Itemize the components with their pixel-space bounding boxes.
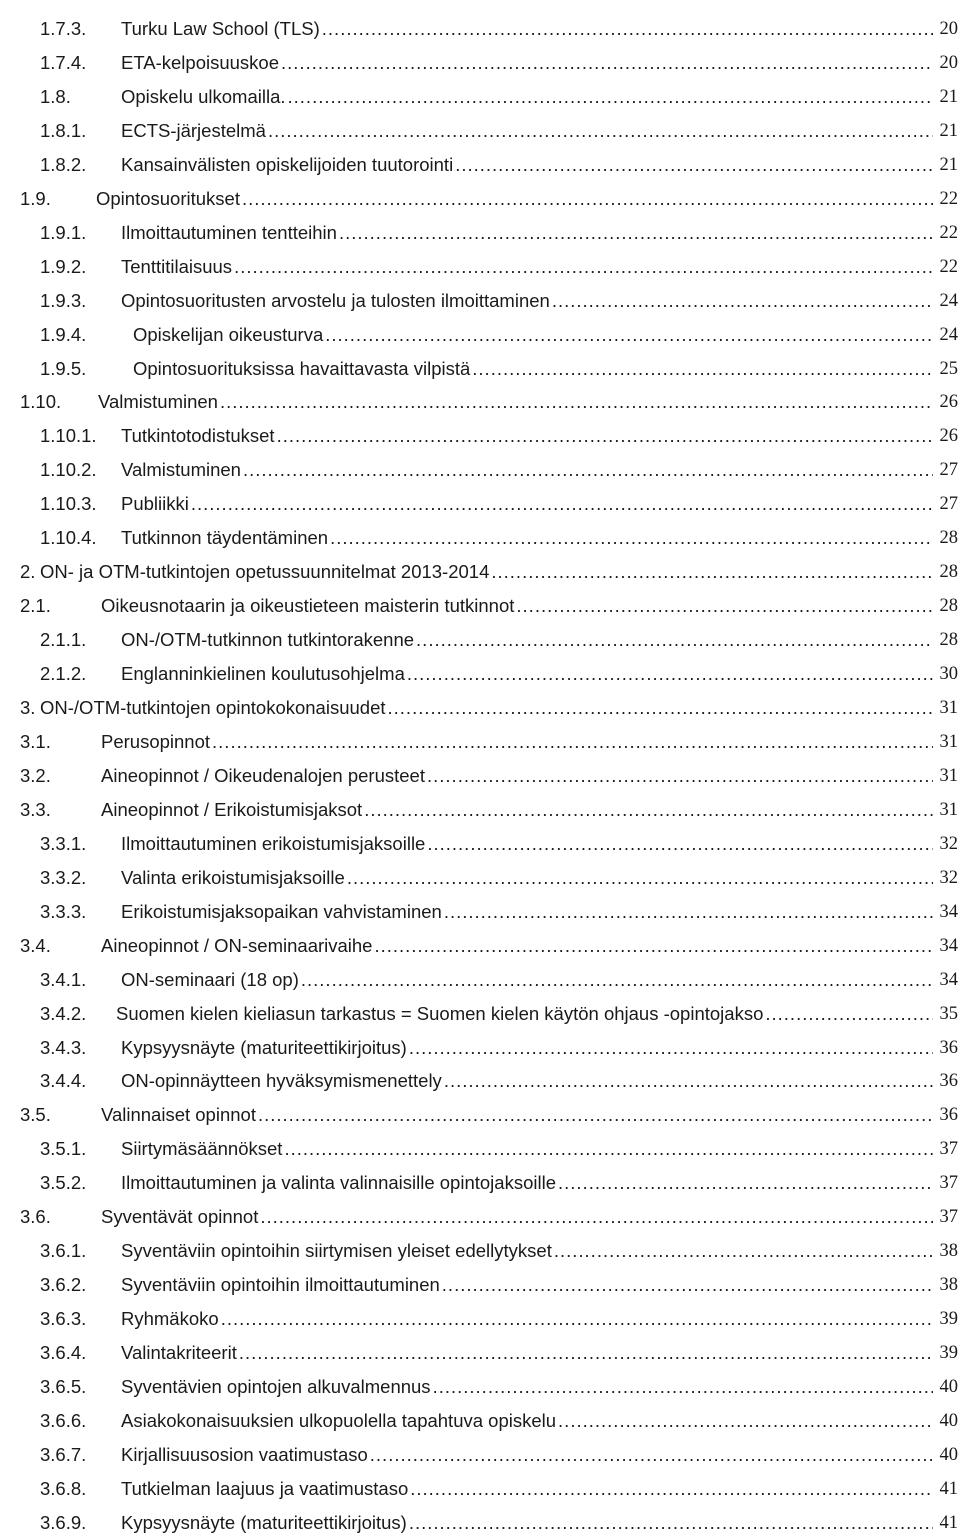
toc-entry-title: Tutkintotodistukset	[121, 425, 275, 447]
toc-entry-number: 3.1.	[20, 730, 51, 752]
toc-entry-page-number: 31	[939, 765, 958, 786]
toc-entry[interactable]	[0, 1064, 960, 1098]
toc-entry-number: 1.10.4.	[40, 527, 97, 549]
dot-leader	[552, 284, 933, 318]
toc-entry[interactable]	[0, 1472, 960, 1506]
toc-entry[interactable]	[0, 589, 960, 623]
toc-entry[interactable]	[0, 1404, 960, 1438]
toc-entry-title: ON- ja OTM-tutkintojen opetussuunnitelmat 2013-2014	[40, 561, 490, 583]
toc-entry[interactable]	[0, 1132, 960, 1166]
toc-entry[interactable]	[0, 80, 960, 114]
toc-entry-title: Tenttitilaisuus	[121, 255, 233, 277]
dot-leader	[558, 1404, 933, 1438]
toc-entry-number: 1.9.4.	[40, 323, 87, 345]
toc-entry-number: 3.6.5.	[40, 1376, 87, 1397]
toc-entry-number: 2.	[20, 561, 36, 583]
toc-entry-page-number: 39	[939, 1343, 958, 1364]
toc-entry-number: 1.9.5.	[40, 357, 87, 379]
toc-entry-number: 3.3.2.	[40, 866, 87, 888]
toc-entry-number: 2.1.	[20, 595, 51, 617]
toc-entry-title: Aineopinnot / ON-seminaarivaihe	[101, 934, 373, 956]
toc-entry-page-number: 30	[939, 664, 958, 685]
toc-entry-page-number: 32	[939, 867, 958, 888]
toc-entry-number: 3.6.6.	[40, 1409, 87, 1431]
toc-entry-number: 3.5.1.	[40, 1138, 87, 1160]
toc-entry[interactable]	[0, 997, 960, 1031]
toc-entry[interactable]	[0, 895, 960, 929]
dot-leader	[409, 1031, 933, 1065]
dot-leader	[427, 827, 933, 861]
toc-entry[interactable]	[0, 182, 960, 216]
toc-entry-number: 1.10.3.	[40, 493, 97, 515]
dot-leader	[388, 691, 933, 725]
toc-entry-page-number: 26	[939, 426, 958, 447]
dot-leader	[416, 623, 933, 657]
toc-entry-title: Asiakokonaisuuksien ulkopuolella tapahtuva opiskelu	[121, 1409, 557, 1431]
dot-leader	[516, 589, 933, 623]
toc-entry[interactable]	[0, 318, 960, 352]
toc-entry-number: 3.6.1.	[40, 1240, 87, 1262]
dot-leader	[239, 1336, 933, 1370]
dot-leader	[339, 216, 933, 250]
toc-entry-page-number: 40	[939, 1377, 958, 1397]
toc-entry-number: 1.10.2.	[40, 459, 97, 481]
toc-entry-title: Ilmoittautuminen tentteihin	[121, 221, 337, 243]
toc-entry-title: Valintakriteerit	[121, 1342, 237, 1364]
toc-entry-number: 3.4.4.	[40, 1070, 87, 1092]
toc-entry[interactable]	[0, 216, 960, 250]
toc-entry-title: Englanninkielinen koulutusohjelma	[121, 663, 405, 685]
toc-entry-number: 1.9.	[20, 187, 51, 209]
dot-leader	[268, 114, 933, 148]
toc-entry-page-number: 36	[939, 1105, 958, 1126]
dot-leader	[370, 1438, 933, 1472]
dot-leader	[409, 1506, 933, 1540]
toc-entry[interactable]	[0, 521, 960, 555]
toc-entry-number: 3.6.4.	[40, 1342, 87, 1364]
toc-entry-page-number: 21	[939, 154, 958, 175]
dot-leader	[191, 487, 933, 521]
toc-entry-page-number: 24	[939, 290, 958, 311]
toc-entry-page-number: 28	[939, 630, 958, 651]
toc-entry-title: ON-opinnäytteen hyväksymismenettely	[121, 1070, 442, 1092]
toc-entry[interactable]	[0, 114, 960, 148]
dot-leader	[260, 1200, 933, 1234]
dot-leader	[330, 521, 933, 555]
toc-entry-page-number: 31	[939, 731, 958, 752]
toc-entry-number: 3.5.2.	[40, 1172, 87, 1194]
dot-leader	[407, 657, 933, 691]
toc-entry-number: 3.2.	[20, 764, 51, 786]
toc-entry-page-number: 34	[939, 969, 958, 990]
dot-leader	[374, 929, 933, 963]
toc-entry[interactable]	[0, 1234, 960, 1268]
toc-entry-page-number: 22	[939, 256, 958, 277]
toc-entry-title: Opiskelijan oikeusturva	[133, 323, 324, 345]
toc-entry-title: Ryhmäkoko	[121, 1308, 219, 1330]
toc-entry-number: 1.8.2.	[40, 153, 87, 175]
toc-entry[interactable]	[0, 1200, 960, 1234]
toc-entry-title: ECTS-järjestelmä	[121, 119, 266, 141]
dot-leader	[347, 861, 933, 895]
dot-leader	[433, 1370, 933, 1404]
toc-entry-number: 1.9.3.	[40, 289, 87, 311]
toc-entry[interactable]	[0, 453, 960, 487]
toc-entry-number: 3.4.3.	[40, 1036, 87, 1058]
toc-entry-number: 3.3.	[20, 798, 51, 820]
toc-entry-title: Perusopinnot	[101, 730, 211, 752]
toc-entry-title: Ilmoittautuminen erikoistumisjaksoille	[121, 832, 426, 854]
toc-entry-title: Suomen kielen kieliasun tarkastus = Suomen kielen käytön ohjaus -opintojakso	[116, 1002, 764, 1024]
dot-leader	[325, 318, 933, 352]
toc-entry[interactable]	[0, 1336, 960, 1370]
toc-entry[interactable]	[0, 555, 960, 589]
toc-entry-title: Aineopinnot / Erikoistumisjaksot	[101, 798, 363, 820]
toc-entry-number: 3.4.1.	[40, 968, 87, 990]
toc-entry[interactable]	[0, 861, 960, 895]
toc-entry-page-number: 27	[939, 460, 958, 481]
toc-entry-title: ETA-kelpoisuuskoe	[121, 51, 280, 73]
toc-entry-page-number: 28	[939, 528, 958, 549]
toc-entry-number: 1.7.4.	[40, 51, 87, 73]
toc-entry-title: Publiikki	[121, 493, 189, 515]
toc-entry-page-number: 22	[939, 222, 958, 243]
toc-entry-page-number: 24	[939, 324, 958, 345]
dot-leader	[427, 759, 933, 793]
toc-entry-number: 2.1.1.	[40, 629, 87, 651]
toc-entry-number: 2.1.2.	[40, 663, 87, 685]
toc-entry-title: Valinta erikoistumisjaksoille	[121, 866, 345, 888]
toc-entry-page-number: 39	[939, 1309, 958, 1330]
toc-entry-title: Valmistuminen	[98, 391, 218, 413]
toc-entry[interactable]	[0, 1506, 960, 1540]
toc-entry-page-number: 41	[939, 1478, 958, 1499]
dot-leader	[277, 419, 933, 453]
dot-leader	[444, 895, 933, 929]
dot-leader	[455, 148, 933, 182]
dot-leader	[301, 963, 933, 997]
toc-entry-title: Tutkielman laajuus ja vaatimustaso	[121, 1477, 409, 1499]
dot-leader	[364, 793, 933, 827]
toc-entry-number: 1.8.1.	[40, 119, 87, 141]
toc-entry-page-number: 28	[939, 596, 958, 617]
toc-entry-title: Opintosuoritusten arvostelu ja tulosten ilmoittaminen	[121, 289, 550, 311]
dot-leader	[491, 555, 933, 589]
dot-leader	[284, 1132, 933, 1166]
dot-leader	[558, 1166, 933, 1200]
toc-entry-title: ON-/OTM-tutkintojen opintokokonaisuudet	[40, 697, 386, 718]
toc-entry-title: Opintosuorituksissa havaittavasta vilpistä	[133, 357, 471, 379]
toc-entry-title: Kirjallisuusosion vaatimustaso	[121, 1443, 368, 1465]
toc-entry-page-number: 41	[939, 1512, 958, 1533]
toc-entry-page-number: 27	[939, 494, 958, 515]
toc-entry[interactable]	[0, 12, 960, 46]
toc-entry-page-number: 36	[939, 1037, 958, 1058]
dot-leader	[234, 250, 933, 284]
toc-entry[interactable]	[0, 487, 960, 521]
toc-entry[interactable]	[0, 657, 960, 691]
toc-entry-title: Erikoistumisjaksopaikan vahvistaminen	[121, 900, 442, 922]
toc-entry-title: Syventäviin opintoihin ilmoittautuminen	[121, 1274, 440, 1296]
toc-entry[interactable]	[0, 963, 960, 997]
toc-entry-page-number: 38	[939, 1275, 958, 1296]
toc-entry-title: Valinnaiset opinnot	[101, 1104, 256, 1126]
dot-leader	[444, 1064, 933, 1098]
toc-entry-page-number: 40	[939, 1410, 958, 1431]
toc-entry-title: ON-seminaari (18 op)	[121, 968, 299, 990]
toc-entry[interactable]	[0, 725, 960, 759]
toc-entry-page-number: 40	[939, 1444, 958, 1465]
toc-entry-number: 1.9.2.	[40, 255, 87, 277]
toc-entry[interactable]	[0, 1438, 960, 1472]
toc-entry[interactable]	[0, 148, 960, 182]
dot-leader	[243, 453, 933, 487]
dot-leader	[765, 997, 933, 1031]
toc-entry[interactable]	[0, 691, 960, 725]
dot-leader	[472, 352, 933, 386]
toc-entry-page-number: 35	[939, 1003, 958, 1024]
toc-entry-number: 3.6.	[20, 1206, 51, 1228]
toc-entry-title: Siirtymäsäännökset	[121, 1138, 283, 1160]
toc-entry-page-number: 31	[939, 799, 958, 820]
toc-entry-page-number: 31	[939, 698, 958, 718]
toc-entry[interactable]	[0, 1098, 960, 1132]
dot-leader	[554, 1234, 933, 1268]
toc-entry-title: Opiskelu ulkomailla.	[121, 85, 286, 107]
dot-leader	[258, 1098, 933, 1132]
toc-entry-number: 1.7.3.	[40, 18, 87, 39]
toc-entry-title: Tutkinnon täydentäminen	[121, 527, 329, 549]
toc-entry-title: Syventäviin opintoihin siirtymisen yleiset edellytykset	[121, 1240, 552, 1262]
toc-entry[interactable]	[0, 1166, 960, 1200]
toc-entry[interactable]	[0, 385, 960, 419]
toc-entry[interactable]	[0, 250, 960, 284]
toc-entry-number: 3.3.3.	[40, 900, 87, 922]
toc-entry[interactable]	[0, 419, 960, 453]
toc-entry-number: 3.3.1.	[40, 832, 87, 854]
toc-entry-page-number: 36	[939, 1071, 958, 1092]
toc-entry-page-number: 37	[939, 1173, 958, 1194]
dot-leader	[442, 1268, 933, 1302]
dot-leader	[410, 1472, 933, 1506]
dot-leader	[281, 46, 933, 80]
toc-entry-page-number: 20	[939, 19, 958, 39]
toc-entry-number: 1.10.1.	[40, 425, 97, 447]
toc-entry-title: Oikeusnotaarin ja oikeustieteen maisterin tutkinnot	[101, 595, 515, 617]
toc-entry-title: Valmistuminen	[121, 459, 241, 481]
dot-leader	[288, 80, 933, 114]
dot-leader	[322, 12, 933, 46]
toc-entry-number: 3.	[20, 697, 36, 718]
toc-entry-title: Turku Law School (TLS)	[121, 18, 320, 39]
toc-entry-title: Aineopinnot / Oikeudenalojen perusteet	[101, 764, 425, 786]
toc-entry[interactable]	[0, 623, 960, 657]
toc-entry[interactable]	[0, 46, 960, 80]
toc-entry-number: 3.6.8.	[40, 1477, 87, 1499]
toc-entry-page-number: 28	[939, 562, 958, 583]
toc-entry-page-number: 32	[939, 833, 958, 854]
toc-entry-page-number: 38	[939, 1241, 958, 1262]
dot-leader	[221, 1302, 933, 1336]
toc-entry-title: Kypsyysnäyte (maturiteettikirjoitus)	[121, 1511, 407, 1533]
toc-entry-number: 1.8.	[40, 85, 71, 107]
toc-entry-title: Syventävien opintojen alkuvalmennus	[121, 1376, 431, 1397]
toc-entry-number: 3.6.9.	[40, 1511, 87, 1533]
toc-entry-title: ON-/OTM-tutkinnon tutkintorakenne	[121, 629, 415, 651]
toc-entry-number: 3.6.7.	[40, 1443, 87, 1465]
toc-entry-title: Syventävät opinnot	[101, 1206, 259, 1228]
toc-entry-title: Kansainvälisten opiskelijoiden tuutorointi	[121, 153, 454, 175]
dot-leader	[242, 182, 933, 216]
toc-entry-number: 3.5.	[20, 1104, 51, 1126]
toc-entry-page-number: 21	[939, 86, 958, 107]
toc-entry-title: Opintosuoritukset	[96, 187, 240, 209]
toc-entry[interactable]	[0, 352, 960, 386]
dot-leader	[220, 385, 933, 419]
toc-entry-page-number: 25	[939, 358, 958, 379]
toc-entry[interactable]	[0, 1031, 960, 1065]
toc-entry-number: 3.6.2.	[40, 1274, 87, 1296]
toc-entry[interactable]	[0, 1268, 960, 1302]
toc-entry-number: 3.6.3.	[40, 1308, 87, 1330]
toc-entry-number: 3.4.2.	[40, 1002, 87, 1024]
toc-entry-page-number: 20	[939, 52, 958, 73]
toc-entry-page-number: 34	[939, 901, 958, 922]
toc-entry[interactable]	[0, 827, 960, 861]
dot-leader	[212, 725, 933, 759]
toc-entry-page-number: 26	[939, 392, 958, 413]
toc-entry[interactable]	[0, 929, 960, 963]
toc-entry-page-number: 21	[939, 120, 958, 141]
toc-entry[interactable]	[0, 759, 960, 793]
toc-entry-page-number: 22	[939, 188, 958, 209]
toc-entry-number: 1.10.	[20, 391, 62, 413]
toc-entry[interactable]	[0, 284, 960, 318]
toc-entry[interactable]	[0, 1370, 960, 1404]
toc-entry-title: Ilmoittautuminen ja valinta valinnaisille opintojaksoille	[121, 1172, 556, 1194]
toc-entry-number: 1.9.1.	[40, 221, 87, 243]
toc-entry-page-number: 34	[939, 935, 958, 956]
toc-entry[interactable]	[0, 1302, 960, 1336]
toc-entry-page-number: 37	[939, 1207, 958, 1228]
toc-entry[interactable]	[0, 793, 960, 827]
toc-entry-page-number: 37	[939, 1139, 958, 1160]
toc-entry-title: Kypsyysnäyte (maturiteettikirjoitus)	[121, 1036, 407, 1058]
toc-entry-number: 3.4.	[20, 934, 51, 956]
